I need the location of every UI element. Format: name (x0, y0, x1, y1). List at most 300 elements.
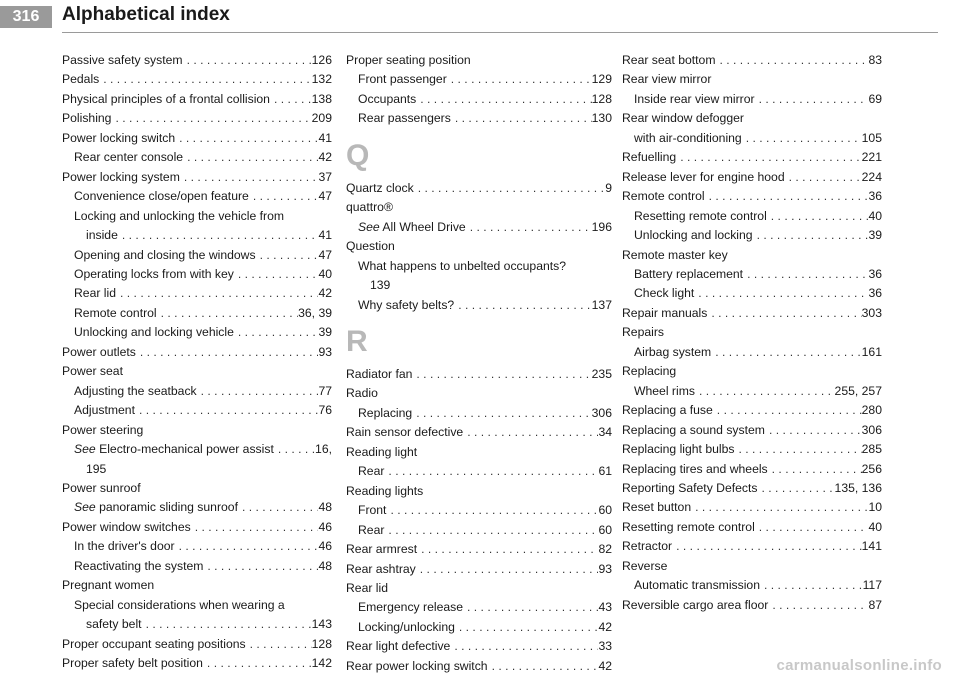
index-entry (622, 498, 882, 517)
leader-dots (136, 343, 319, 362)
watermark: carmanualsonline.info (776, 657, 942, 674)
leader-dots (414, 179, 605, 198)
index-entry (62, 246, 332, 265)
index-entry (346, 257, 612, 276)
entry-label: Rear ashtray (346, 561, 416, 576)
leader-dots (447, 70, 592, 89)
index-entry (346, 443, 612, 462)
index-column-3 (622, 51, 882, 615)
entry-label: Power steering (62, 422, 144, 437)
page-reference: 60 (598, 522, 612, 537)
entry-label: Adjusting the seatback (74, 383, 197, 398)
entry-label: Front (358, 503, 387, 518)
page-reference: 137 (591, 297, 612, 312)
page-reference: 306 (861, 422, 882, 437)
index-entry (622, 148, 882, 167)
entry-label: Remote control (622, 189, 705, 204)
index-entry (346, 579, 612, 598)
index-entry (622, 596, 882, 615)
page-reference: 46 (318, 519, 332, 534)
page-reference: 87 (868, 597, 882, 612)
entry-label: Pedals (62, 72, 100, 87)
entry-label: Reporting Safety Defects (622, 480, 758, 495)
leader-dots (451, 109, 592, 128)
page-reference: 93 (318, 344, 332, 359)
index-entry (346, 51, 612, 70)
entry-label: Passive safety system (62, 53, 183, 67)
index-entry (62, 323, 332, 342)
entry-label: inside (86, 228, 118, 243)
entry-label: Resetting remote control (634, 208, 767, 223)
leader-dots (274, 440, 315, 459)
page-title: Alphabetical index (62, 4, 230, 25)
leader-dots (416, 90, 591, 109)
leader-dots (157, 304, 298, 323)
entry-label: Replacing (358, 405, 413, 420)
leader-dots (755, 518, 869, 537)
index-entry (62, 537, 332, 556)
leader-dots (676, 148, 861, 167)
page-reference: 82 (598, 542, 612, 557)
page-reference: 83 (868, 53, 882, 67)
index-entry (62, 382, 332, 401)
index-entry (62, 187, 332, 206)
page-reference: 130 (591, 111, 612, 126)
index-entry (622, 460, 882, 479)
leader-dots (734, 440, 861, 459)
leader-dots (116, 284, 318, 303)
page-reference: 142 (311, 656, 332, 671)
index-entry (622, 265, 882, 284)
page-reference: 196 (591, 219, 612, 234)
index-entry (622, 576, 882, 595)
leader-dots (270, 90, 312, 109)
index-entry (622, 479, 882, 498)
leader-dots (183, 148, 318, 167)
index-entry (622, 284, 882, 303)
section-letter: Q (346, 138, 370, 172)
index-entry (622, 207, 882, 226)
leader-dots (416, 560, 599, 579)
leader-dots (742, 129, 862, 148)
leader-dots (191, 518, 319, 537)
index-entry (622, 187, 882, 206)
entry-label: Reversible cargo area floor (622, 597, 769, 612)
index-entry (62, 596, 332, 615)
page-reference: 43 (598, 600, 612, 615)
entry-label: Rear seat bottom (622, 53, 716, 67)
leader-dots (246, 635, 312, 654)
page-reference: 47 (318, 189, 332, 204)
index-entry (622, 382, 882, 401)
index-entry (622, 518, 882, 537)
index-entry (62, 284, 332, 303)
entry-label: Unlocking and locking (634, 228, 753, 243)
see-reference: See (74, 500, 96, 515)
leader-dots (203, 654, 312, 673)
leader-dots (412, 404, 591, 423)
entry-label: Reading lights (346, 483, 424, 498)
leader-dots (760, 576, 863, 595)
page-reference: 36, 39 (298, 305, 332, 320)
index-entry (346, 618, 612, 637)
page-number: 316 (0, 6, 52, 28)
page-reference: 76 (318, 403, 332, 418)
page-reference: 47 (318, 247, 332, 262)
entry-label: Rear passengers (358, 111, 451, 126)
page-reference: 37 (318, 169, 332, 184)
page-reference: 41 (318, 228, 332, 243)
entry-label: Power seat (62, 364, 123, 379)
leader-dots (672, 537, 862, 556)
entry-label: Rear lid (346, 580, 388, 595)
entry-label: Rain sensor defective (346, 425, 464, 440)
page-reference: 138 (311, 91, 332, 106)
entry-label: Replacing light bulbs (622, 442, 735, 457)
index-entry (622, 70, 882, 89)
index-entry (62, 343, 332, 362)
entry-label: Emergency release (358, 600, 463, 615)
index-entry (346, 296, 612, 315)
index-entry (622, 226, 882, 245)
entry-label: Repairs (622, 325, 664, 340)
page-reference: 39 (868, 228, 882, 243)
entry-label: Proper occupant seating positions (62, 636, 246, 651)
entry-label: Rear center console (74, 150, 184, 165)
page-reference: 36 (868, 286, 882, 301)
entry-label: Convenience close/open feature (74, 189, 249, 204)
page-reference: 61 (598, 464, 612, 479)
leader-dots (135, 401, 318, 420)
page-reference: 60 (598, 503, 612, 518)
leader-dots (694, 284, 868, 303)
leader-dots (175, 129, 318, 148)
leader-dots (755, 90, 869, 109)
index-entry (62, 460, 332, 479)
leader-dots (386, 501, 598, 520)
entry-label: quattro® (346, 200, 393, 215)
entry-label: Replacing a sound system (622, 422, 765, 437)
index-entry (622, 343, 882, 362)
leader-dots (455, 618, 599, 637)
index-entry (62, 109, 332, 128)
entry-label: Resetting remote control (622, 519, 755, 534)
index-entry (346, 462, 612, 481)
leader-dots (256, 246, 319, 265)
entry-label: Airbag system (634, 344, 712, 359)
index-entry (622, 323, 882, 342)
index-entry (346, 540, 612, 559)
index-entry (62, 90, 332, 109)
leader-dots (238, 498, 318, 517)
page-reference: 209 (311, 111, 332, 126)
entry-label: Wheel rims (634, 383, 695, 398)
index-entry (622, 90, 882, 109)
index-entry (62, 440, 332, 459)
section-letter: R (346, 324, 368, 358)
leader-dots (417, 540, 598, 559)
leader-dots (715, 51, 868, 70)
entry-label: Refuelling (622, 150, 677, 165)
entry-label: Remote master key (622, 247, 728, 262)
entry-label: Automatic transmission (634, 578, 760, 593)
index-entry (346, 521, 612, 540)
index-entry (346, 365, 612, 384)
leader-dots (711, 343, 861, 362)
index-entry (62, 576, 332, 595)
page-reference: 40 (318, 266, 332, 281)
index-entry (622, 401, 882, 420)
entry-label: Rear armrest (346, 542, 418, 557)
index-entry (622, 440, 882, 459)
page-reference: 16, (315, 442, 332, 457)
index-entry (62, 401, 332, 420)
leader-dots (695, 382, 835, 401)
entry-label: Proper safety belt position (62, 656, 203, 671)
entry-label: Reset button (622, 500, 692, 515)
entry-label: Rear lid (74, 286, 116, 301)
index-entry (346, 657, 612, 676)
index-entry (622, 421, 882, 440)
entry-label: Locking and unlocking the vehicle from (74, 208, 285, 223)
see-reference: See (358, 219, 380, 234)
entry-label: Radio (346, 386, 378, 401)
leader-dots (234, 265, 319, 284)
page-reference: 105 (861, 130, 882, 145)
page-reference: 221 (861, 150, 882, 165)
index-entry (62, 362, 332, 381)
index-entry (346, 637, 612, 656)
leader-dots (450, 637, 598, 656)
page-reference: 42 (598, 658, 612, 673)
entry-label: Physical principles of a frontal collision (62, 91, 270, 106)
index-entry (346, 198, 612, 217)
leader-dots (197, 382, 319, 401)
index-entry (346, 237, 612, 256)
index-entry (62, 70, 332, 89)
leader-dots (384, 462, 598, 481)
entry-label: Locking/unlocking (358, 619, 455, 634)
index-entry (346, 501, 612, 520)
leader-dots (384, 521, 598, 540)
leader-dots (175, 537, 319, 556)
leader-dots (768, 460, 862, 479)
leader-dots (234, 323, 319, 342)
entry-label: See Electro-mechanical power assist (74, 442, 274, 457)
leader-dots (466, 218, 592, 237)
index-entry (62, 557, 332, 576)
entry-label: Rear view mirror (622, 72, 712, 87)
index-entry (346, 70, 612, 89)
leader-dots (691, 498, 868, 517)
index-entry (346, 423, 612, 442)
entry-label: In the driver's door (74, 539, 175, 554)
index-entry (346, 218, 612, 237)
entry-label: Rear light defective (346, 639, 451, 654)
index-entry (62, 207, 332, 226)
leader-dots (705, 187, 869, 206)
entry-label: Replacing (622, 364, 677, 379)
entry-label: safety belt (86, 617, 142, 632)
index-entry (346, 90, 612, 109)
entry-label: Opening and closing the windows (74, 247, 256, 262)
index-entry (622, 557, 882, 576)
leader-dots (713, 401, 862, 420)
page-reference: 42 (598, 619, 612, 634)
header-rule (62, 32, 938, 33)
entry-label: Proper seating position (346, 53, 471, 67)
page-reference: 41 (318, 130, 332, 145)
leader-dots (767, 207, 869, 226)
entry-label: Radiator fan (346, 366, 413, 381)
index-entry (62, 265, 332, 284)
entry-label: Retractor (622, 539, 673, 554)
leader-dots (180, 168, 319, 187)
index-entry (346, 560, 612, 579)
index-entry (62, 226, 332, 245)
entry-label: Why safety belts? (358, 297, 455, 312)
index-entry (622, 246, 882, 265)
index-entry (62, 518, 332, 537)
page-reference: 34 (598, 425, 612, 440)
page-reference: 117 (862, 578, 882, 593)
entry-label: Occupants (358, 91, 417, 106)
entry-label: Quartz clock (346, 180, 414, 195)
entry-label: with air-conditioning (634, 130, 742, 145)
page-reference: 9 (605, 180, 612, 195)
index-entry (622, 537, 882, 556)
page-reference: 141 (861, 539, 882, 554)
entry-label: Reading light (346, 444, 418, 459)
entry-label: Operating locks from with key (74, 266, 234, 281)
leader-dots (142, 615, 312, 634)
index-entry (346, 482, 612, 501)
page-reference: 36 (868, 266, 882, 281)
leader-dots (768, 596, 868, 615)
entry-label: Inside rear view mirror (634, 91, 755, 106)
page-reference: 161 (861, 344, 882, 359)
entry-label: What happens to unbelted occupants? (358, 258, 567, 273)
leader-dots (454, 296, 591, 315)
leader-dots (463, 598, 598, 617)
index-entry (346, 404, 612, 423)
page-reference: 40 (868, 208, 882, 223)
page-reference: 48 (318, 500, 332, 515)
index-entry (62, 129, 332, 148)
entry-label: Power sunroof (62, 480, 141, 495)
leader-dots (249, 187, 319, 206)
entry-label: Power locking system (62, 169, 180, 184)
entry-label: Remote control (74, 305, 157, 320)
page-reference: 42 (318, 286, 332, 301)
entry-label: Replacing a fuse (622, 403, 713, 418)
index-entry (346, 276, 612, 295)
leader-dots (111, 109, 311, 128)
index-entry (62, 654, 332, 673)
page-reference: 77 (318, 383, 332, 398)
index-entry (62, 615, 332, 634)
page-reference: 93 (598, 561, 612, 576)
index-entry (622, 109, 882, 128)
entry-label: Rear window defogger (622, 111, 744, 126)
leader-dots (785, 168, 862, 187)
entry-label: Repair manuals (622, 305, 708, 320)
entry-label: Rear power locking switch (346, 658, 488, 673)
page-reference: 48 (318, 558, 332, 573)
leader-dots (99, 70, 311, 89)
entry-label: Replacing tires and wheels (622, 461, 768, 476)
leader-dots (758, 479, 835, 498)
leader-dots (743, 265, 868, 284)
page-reference: 303 (861, 305, 882, 320)
page-reference: 33 (598, 639, 612, 654)
entry-label: Front passenger (358, 72, 447, 87)
index-entry (62, 498, 332, 517)
page-reference: 132 (311, 72, 332, 87)
page-reference: 235 (591, 366, 612, 381)
page-reference: 36 (868, 189, 882, 204)
entry-label: Reactivating the system (74, 558, 204, 573)
leader-dots (203, 557, 318, 576)
leader-dots (183, 51, 312, 70)
page-reference: 128 (591, 91, 612, 106)
page-reference: 126 (311, 53, 332, 67)
page-reference: 135, 136 (834, 480, 882, 495)
page-reference: 69 (868, 91, 882, 106)
index-entry (62, 304, 332, 323)
entry-label: Rear (358, 464, 385, 479)
leader-dots (412, 365, 591, 384)
page-reference: 10 (868, 500, 882, 515)
index-entry (622, 51, 882, 70)
page-reference: 128 (311, 636, 332, 651)
entry-label: See All Wheel Drive (358, 219, 466, 234)
entry-label: 195 (86, 461, 107, 476)
entry-label: Special considerations when wearing a (74, 597, 285, 612)
page-reference: 42 (318, 150, 332, 165)
entry-label: 139 (370, 278, 391, 293)
index-entry (62, 168, 332, 187)
entry-label: Battery replacement (634, 266, 744, 281)
leader-dots (463, 423, 598, 442)
index-entry (622, 304, 882, 323)
leader-dots (765, 421, 862, 440)
index-entry (346, 598, 612, 617)
leader-dots (753, 226, 869, 245)
index-entry (62, 51, 332, 70)
index-entry (622, 129, 882, 148)
index-entry (62, 635, 332, 654)
entry-label: Pregnant women (62, 578, 155, 593)
entry-label: Question (346, 239, 395, 254)
leader-dots (707, 304, 861, 323)
entry-label: Power window switches (62, 519, 191, 534)
index-entry (62, 421, 332, 440)
index-entry (622, 168, 882, 187)
page-reference: 280 (861, 403, 882, 418)
entry-label: Power locking switch (62, 130, 176, 145)
entry-label: See panoramic sliding sunroof (74, 500, 238, 515)
entry-label: Rear (358, 522, 385, 537)
page-reference: 255, 257 (834, 383, 882, 398)
see-reference: See (74, 442, 96, 457)
index-entry (346, 384, 612, 403)
entry-label: Adjustment (74, 403, 135, 418)
entry-label: Polishing (62, 111, 112, 126)
page-reference: 285 (861, 442, 882, 457)
leader-dots (118, 226, 319, 245)
entry-label: Unlocking and locking vehicle (74, 325, 234, 340)
